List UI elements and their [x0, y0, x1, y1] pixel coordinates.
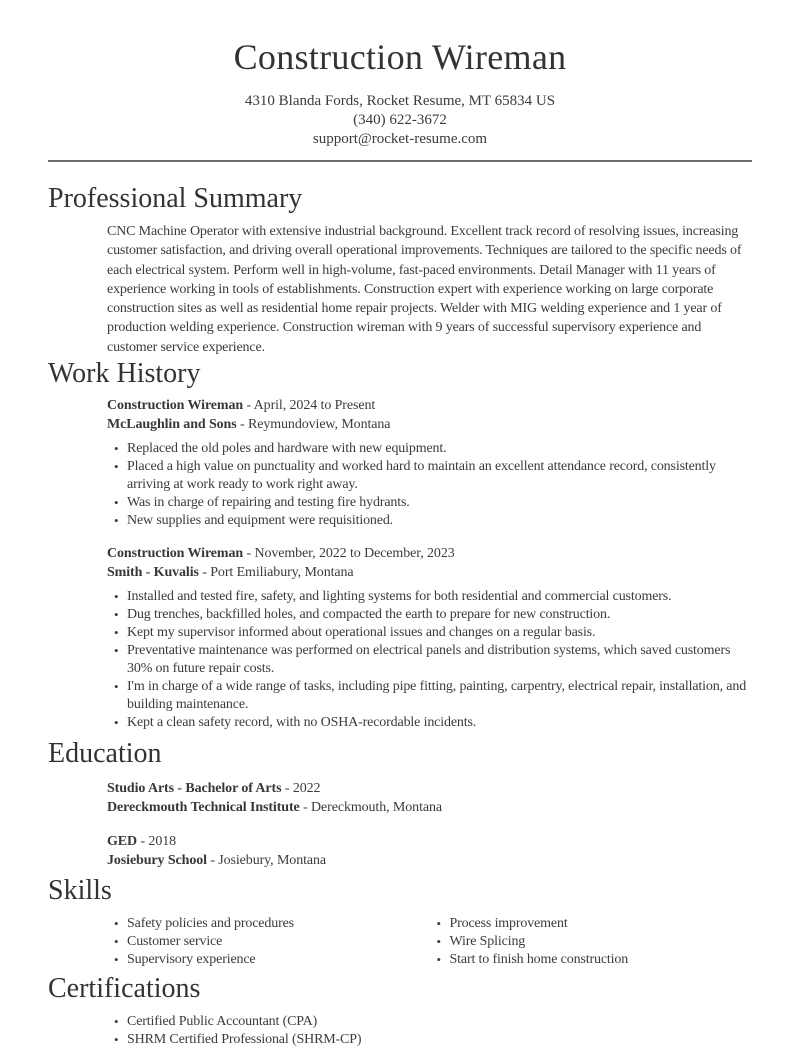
job-entry [107, 544, 752, 732]
job-bullet: • Dug trenches, backfilled holes, and compacted the earth to prepare for new construction. [107, 606, 752, 624]
section-education [48, 737, 752, 870]
job-bullet: • Installed and tested fire, safety, and lighting systems for both residential and commercial customers. [107, 588, 752, 606]
education-school: Josiebury School [107, 853, 207, 869]
job-company-line [107, 563, 752, 582]
job-company-line [107, 415, 752, 434]
professional-summary-text: CNC Machine Operator with extensive industrial background. Excellent track record of resolving issues, increasing customer satisfaction, and driving overall operational improvements. Techniques are tailored to the specific needs of each electrical system. Perform well in high-volume, fast-paced environments. Detail Manager with 11 years of experience working in tools of establishments. Construction expert with experience working on large corporate construction sites as well as residential home repair projects. Welder with MIG welding experience and 1 year of production welding experience. Construction wireman with 9 years of successful supervisory experience and customer service experience. [107, 224, 742, 355]
skill-item: • Start to finish home construction [430, 951, 753, 969]
certifications-body [107, 1013, 752, 1049]
skill-item: • Safety policies and procedures [107, 915, 430, 933]
job-dates: April, 2024 to Present [253, 398, 376, 414]
job-bullet: • Was in charge of repairing and testing fire hydrants. [107, 494, 752, 512]
job-dates: November, 2022 to December, 2023 [254, 546, 455, 562]
job-bullet: • Replaced the old poles and hardware with new equipment. [107, 440, 752, 458]
skill-item: • Supervisory experience [107, 951, 430, 969]
work-history-body [107, 396, 752, 732]
header-divider [48, 160, 752, 162]
section-skills [48, 874, 752, 969]
skills-list [107, 915, 430, 969]
separator: - [236, 417, 248, 433]
resume-header [48, 36, 752, 149]
separator: - [299, 800, 312, 816]
professional-summary-body [107, 222, 752, 357]
professional-summary-title: Professional Summary [48, 183, 303, 214]
certification-item: • SHRM Certified Professional (SHRM-CP) [107, 1031, 752, 1049]
education-location: Dereckmouth, Montana [311, 800, 442, 816]
skills-list [430, 915, 753, 969]
job-company: Smith - Kuvalis [107, 565, 199, 581]
job-bullet: • Placed a high value on punctuality and worked hard to maintain an excellent attendance record, consistently arriving at work ready to work right away. [107, 458, 752, 494]
skill-item: • Customer service [107, 933, 430, 951]
education-year: 2018 [148, 834, 177, 850]
job-title-line [107, 544, 752, 563]
certifications-list [107, 1013, 752, 1049]
education-school-line [107, 851, 752, 870]
job-bullet: • New supplies and equipment were requisitioned. [107, 512, 752, 530]
job-bullet: • Kept my supervisor informed about operational issues and changes on a regular basis. [107, 624, 752, 642]
job-title: Construction Wireman [107, 398, 244, 414]
education-degree: Studio Arts - Bachelor of Arts [107, 781, 282, 797]
education-title: Education [48, 738, 162, 770]
separator: - [206, 853, 219, 869]
skill-item: • Wire Splicing [430, 933, 753, 951]
resume-title: Construction Wireman [233, 37, 567, 77]
skills-title: Skills [48, 875, 112, 907]
job-location: Port Emiliabury, Montana [210, 565, 354, 581]
education-school: Dereckmouth Technical Institute [107, 800, 300, 816]
certification-item: • Certified Public Accountant (CPA) [107, 1013, 752, 1031]
skills-column-left [107, 908, 430, 969]
skills-column-right [430, 908, 753, 969]
separator: - [198, 565, 211, 581]
job-bullet: • Preventative maintenance was performed on electrical panels and distribution systems, which saved customers 30% on future repair costs. [107, 642, 752, 678]
job-bullet: • Kept a clean safety record, with no OSHA-recordable incidents. [107, 714, 752, 732]
work-history-title: Work History [48, 358, 201, 390]
contact-address: 4310 Blanda Fords, Rocket Resume, MT 65834 US [244, 93, 556, 109]
job-title: Construction Wireman [107, 546, 244, 562]
section-work-history [48, 357, 752, 732]
job-title-line [107, 396, 752, 415]
separator: - [281, 781, 293, 797]
education-entry [107, 832, 752, 870]
job-company: McLaughlin and Sons [107, 417, 237, 433]
contact-phone: (340) 622-3672 [353, 112, 447, 128]
separator: - [137, 834, 149, 850]
education-year: 2022 [292, 781, 321, 797]
separator: - [243, 398, 254, 414]
job-bullet-list [107, 588, 752, 732]
skills-body [107, 908, 752, 969]
education-degree-line [107, 779, 752, 798]
section-professional-summary [48, 182, 752, 357]
contact-block [48, 92, 752, 149]
education-school-line [107, 798, 752, 817]
education-location: Josiebury, Montana [218, 853, 327, 869]
contact-email: support@rocket-resume.com [312, 131, 488, 147]
education-entry [107, 779, 752, 817]
education-degree: GED [107, 834, 138, 850]
separator: - [243, 546, 255, 562]
section-certifications [48, 972, 752, 1049]
education-body [107, 779, 752, 870]
job-bullet: • I'm in charge of a wide range of tasks, including pipe fitting, painting, carpentry, electrical repair, installation, and building maintenance. [107, 678, 752, 714]
certifications-title: Certifications [48, 973, 201, 1005]
job-entry [107, 396, 752, 530]
job-bullet-list [107, 440, 752, 530]
job-location: Reymundoview, Montana [247, 417, 391, 433]
skill-item: • Process improvement [430, 915, 753, 933]
education-degree-line [107, 832, 752, 851]
